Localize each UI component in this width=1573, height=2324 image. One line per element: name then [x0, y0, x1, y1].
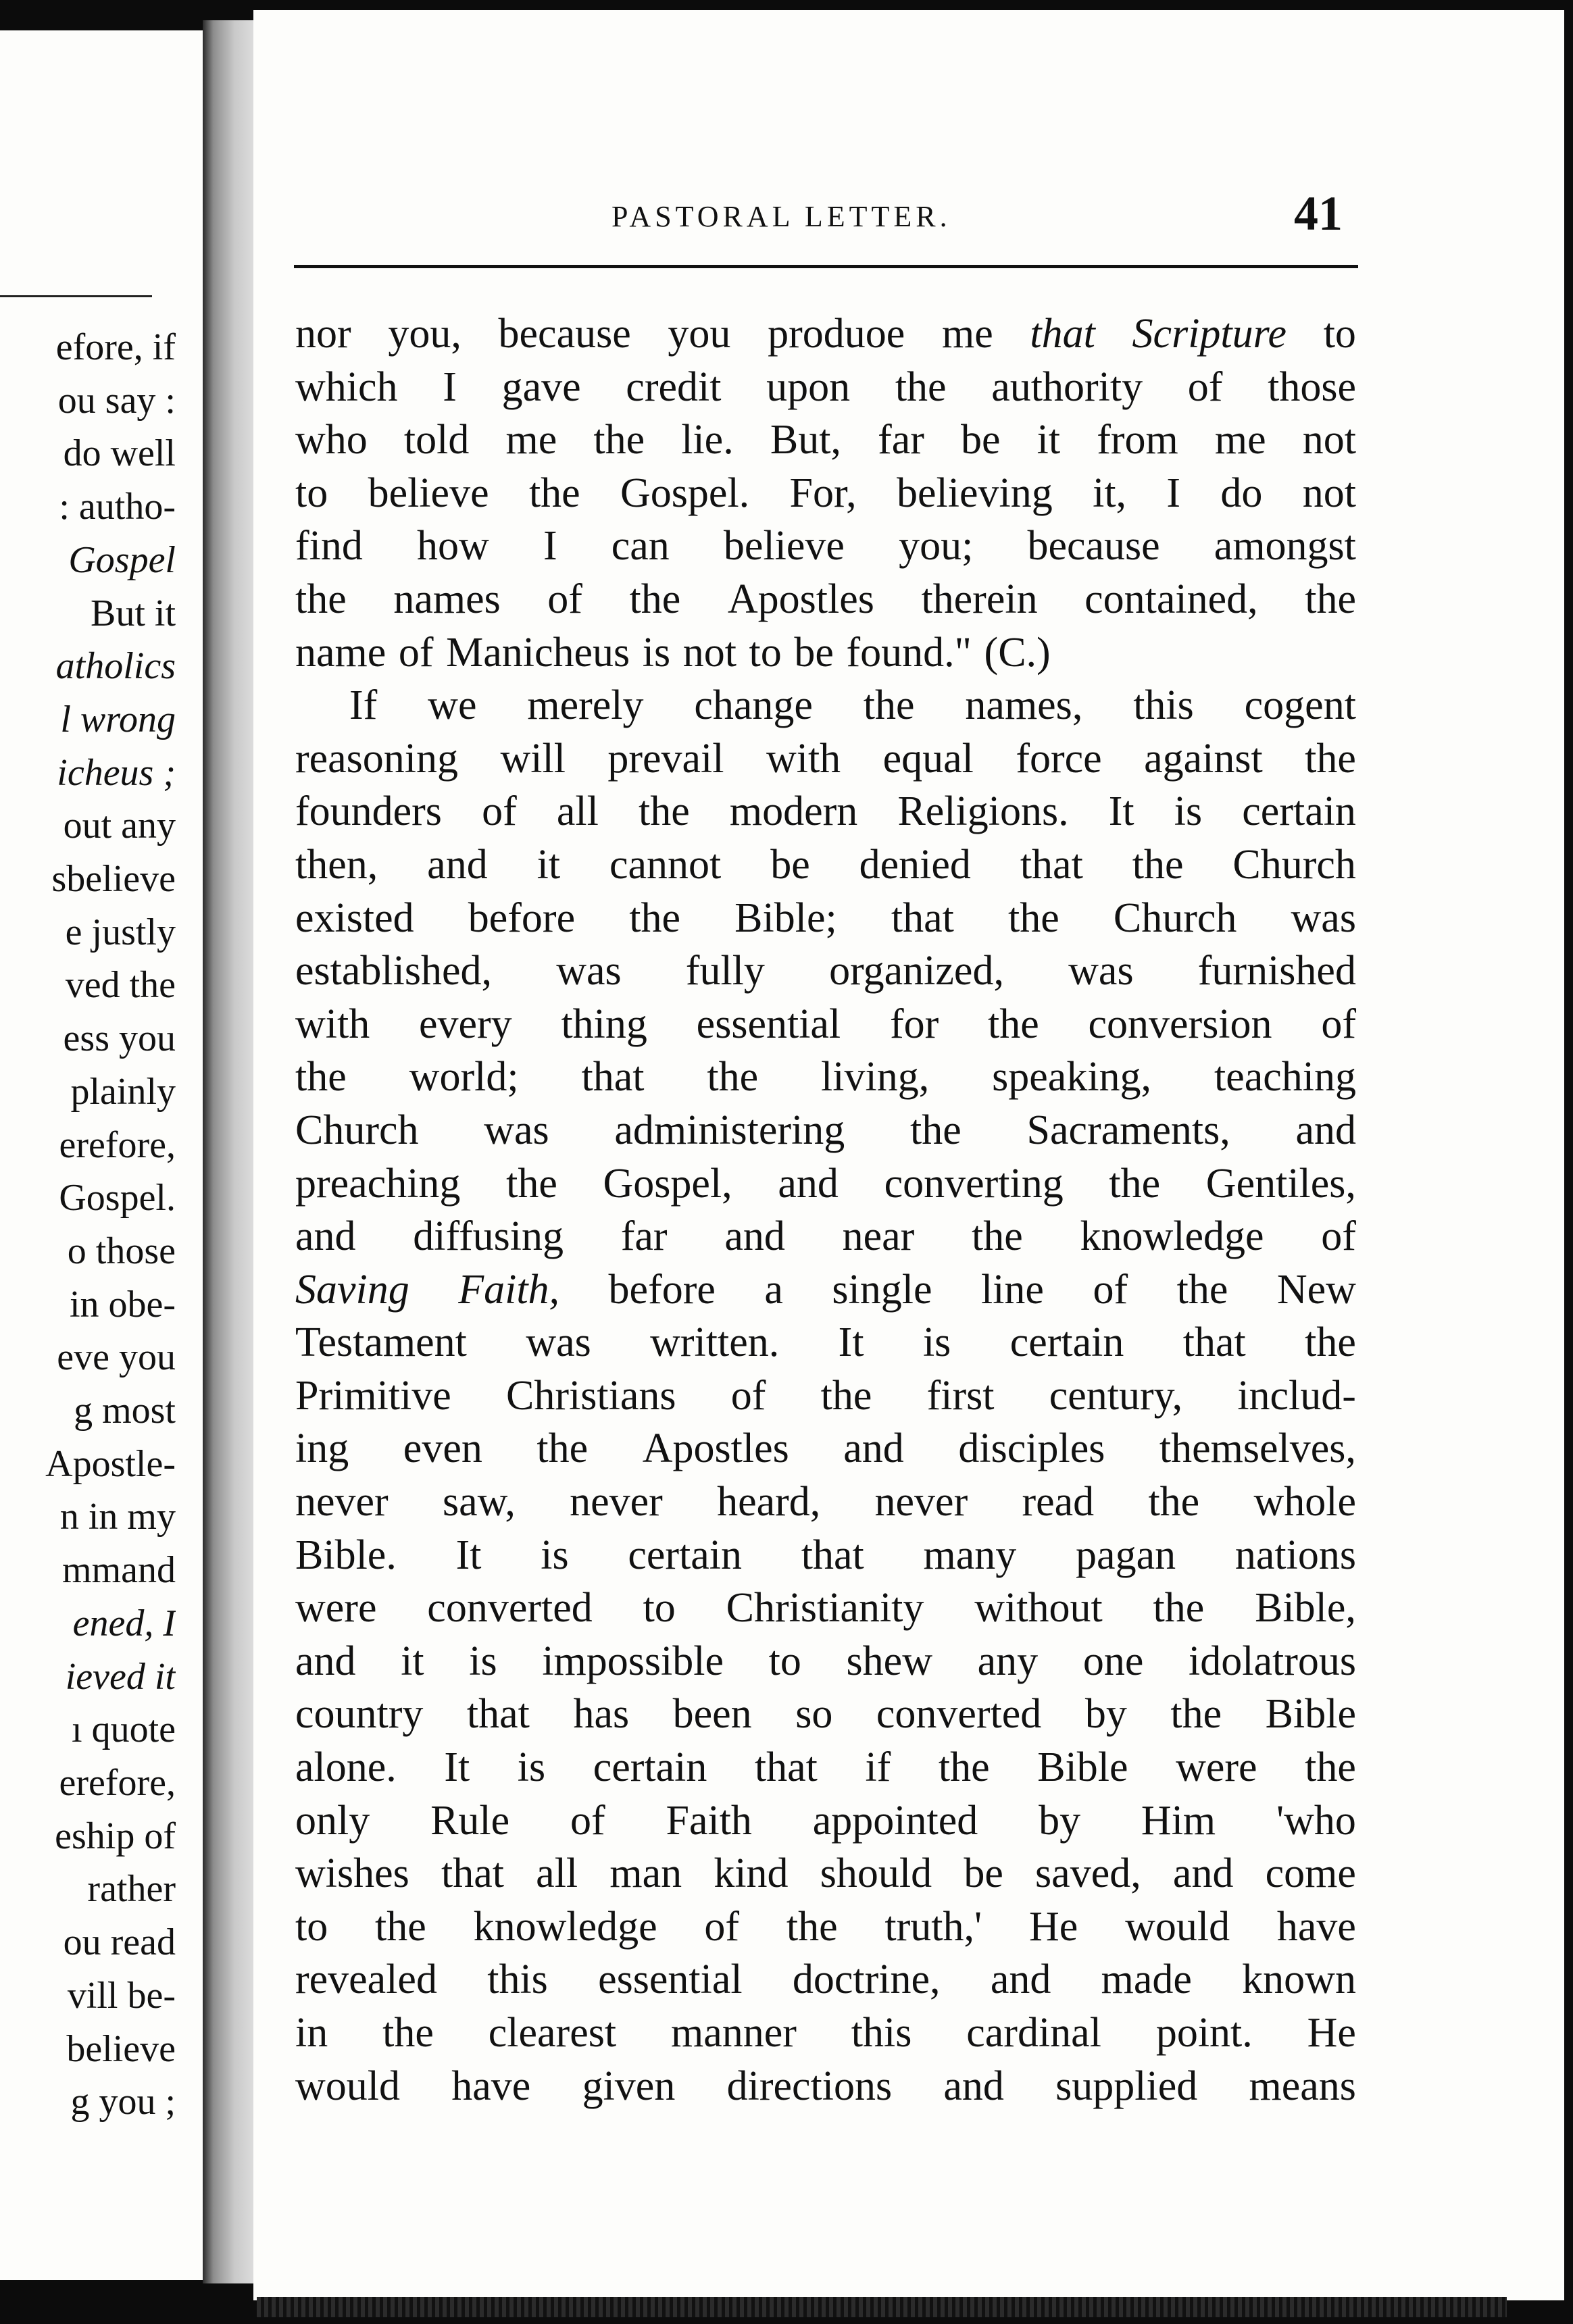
page-number: 41: [1294, 186, 1343, 241]
body-line: find how I can believe you; because amongst: [295, 523, 1356, 570]
left-page-line: g most: [74, 1390, 176, 1432]
left-page-line: plainly: [70, 1070, 176, 1113]
body-line: would have given directions and supplied means: [295, 2063, 1356, 2109]
body-line: and diffusing far and near the knowledge of: [295, 1213, 1356, 1260]
body-line: existed before the Bible; that the Church was: [295, 894, 1356, 941]
left-page-line: in obe-: [69, 1283, 176, 1325]
body-line: ing even the Apostles and disciples themselves,: [295, 1425, 1356, 1472]
body-line: revealed this essential doctrine, and made known: [295, 1956, 1356, 2003]
body-line: only Rule of Faith appointed by Him 'who: [295, 1797, 1356, 1844]
body-line: Testament was written. It is certain that the: [295, 1319, 1356, 1366]
left-page-line: g you ;: [70, 2081, 176, 2123]
left-page-header-rule: [0, 295, 152, 297]
body-line: in the clearest manner this cardinal point. He: [295, 2010, 1356, 2056]
left-page-line: Gospel.: [59, 1177, 176, 1219]
left-page-line: o those: [67, 1230, 176, 1272]
body-line: to the knowledge of the truth,' He would have: [295, 1903, 1356, 1950]
right-page: [253, 10, 1564, 2300]
body-line: then, and it cannot be denied that the Church: [295, 841, 1356, 888]
body-line: Church was administering the Sacraments, and: [295, 1107, 1356, 1153]
body-line: which I gave credit upon the authority of those: [295, 363, 1356, 410]
body-line: Primitive Christians of the first century, includ-: [295, 1372, 1356, 1419]
body-line: Bible. It is certain that many pagan nations: [295, 1532, 1356, 1578]
body-text: [295, 307, 1356, 2113]
body-line: with every thing essential for the conversion of: [295, 1001, 1356, 1047]
left-page-line: : autho-: [59, 486, 176, 528]
left-page-line: believe: [66, 2027, 176, 2070]
header-rule: [294, 265, 1358, 268]
body-line: never saw, never heard, never read the whole: [295, 1479, 1356, 1525]
left-page-line: efore, if: [55, 326, 176, 368]
body-line: the world; that the living, speaking, teaching: [295, 1054, 1356, 1101]
body-line: the names of the Apostles therein contained, the: [295, 576, 1356, 622]
body-line: were converted to Christianity without the Bible,: [295, 1585, 1356, 1632]
left-page-line: ened, I: [72, 1602, 176, 1644]
left-page-line: icheus ;: [57, 751, 176, 794]
left-page-line: n in my: [59, 1496, 176, 1538]
body-line: reasoning will prevail with equal force against the: [295, 735, 1356, 782]
body-line: alone. It is certain that if the Bible were the: [295, 1744, 1356, 1791]
body-line: Saving Faith, before a single line of the New: [295, 1266, 1356, 1313]
body-line: If we merely change the names, this cogent: [349, 682, 1356, 729]
body-line: who told me the lie. But, far be it from me not: [295, 417, 1356, 463]
left-page-line: eship of: [55, 1815, 176, 1857]
left-page-fragment: [0, 30, 203, 2280]
left-page-line: ess you: [63, 1017, 176, 1060]
left-page-line: eve you: [57, 1336, 176, 1379]
left-page-line: ved the: [65, 964, 176, 1007]
left-page-line: ou say :: [57, 379, 176, 422]
left-page-line: rather: [87, 1868, 176, 1911]
page-title: PASTORAL LETTER.: [611, 200, 951, 233]
left-page-line: Gospel: [68, 538, 176, 581]
left-page-line: erefore,: [59, 1761, 176, 1804]
body-line: to believe the Gospel. For, believing it, I do not: [295, 470, 1356, 516]
body-line: founders of all the modern Religions. It is certain: [295, 788, 1356, 835]
left-page-line: atholics: [55, 645, 176, 688]
left-page-line: e justly: [65, 911, 176, 953]
left-page-line: mmand: [62, 1549, 176, 1592]
body-line: preaching the Gospel, and converting the Gentiles,: [295, 1160, 1356, 1207]
left-page-text: [0, 321, 176, 2129]
left-page-line: erefore,: [59, 1123, 176, 1166]
left-page-line: ı quote: [72, 1709, 176, 1751]
body-line: country that has been so converted by the Bible: [295, 1691, 1356, 1738]
body-line: name of Manicheus is not to be found." (C.): [295, 629, 1051, 676]
left-page-line: ou read: [63, 1921, 176, 1964]
left-page-line: l wrong: [60, 698, 176, 740]
running-head: [253, 186, 1375, 240]
left-page-line: do well: [63, 432, 176, 475]
left-page-line: But it: [90, 592, 176, 634]
body-line: and it is impossible to shew any one idolatrous: [295, 1638, 1356, 1684]
left-page-line: vill be-: [67, 1974, 176, 2017]
left-page-line: out any: [63, 805, 176, 847]
scan-edge-artifact: [257, 2297, 1507, 2317]
left-page-line: Apostle-: [45, 1442, 176, 1485]
body-line: established, was fully organized, was furnished: [295, 948, 1356, 994]
left-page-line: sbelieve: [51, 858, 176, 901]
body-line: nor you, because you produoe me that Scripture to: [295, 311, 1356, 357]
left-page-line: ieved it: [65, 1655, 176, 1698]
body-line: wishes that all man kind should be saved, and come: [295, 1850, 1356, 1897]
